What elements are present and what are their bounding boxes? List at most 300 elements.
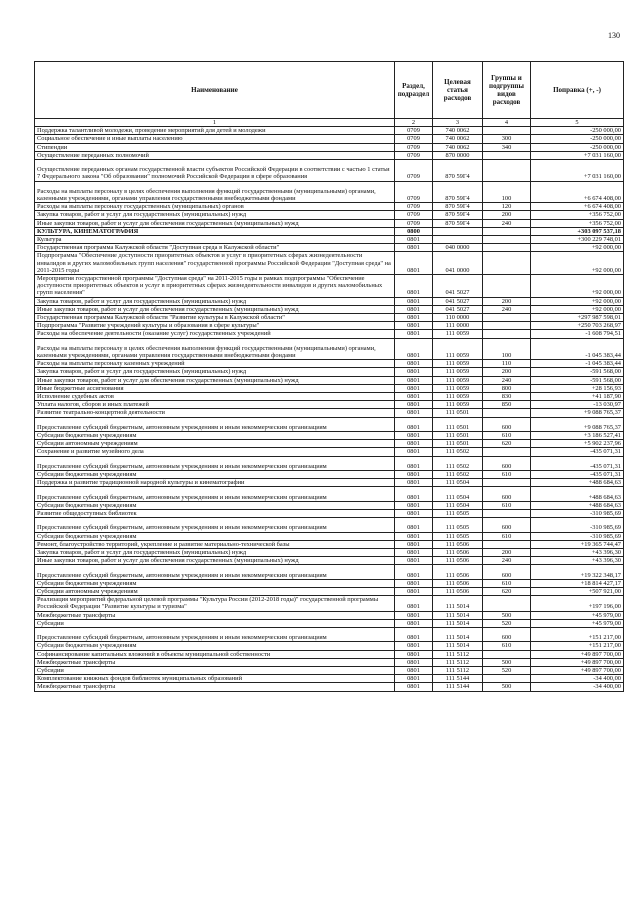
row-group — [483, 236, 531, 244]
row-name: Государственная программа Калужской области "Развитие культуры в Калужской области" — [35, 314, 395, 322]
row-section: 0801 — [395, 448, 433, 456]
row-name: Предоставление субсидий бюджетным, автономным учреждениям и иным некоммерческим организациям — [35, 417, 395, 431]
row-section: 0801 — [395, 244, 433, 252]
row-amount: -34 400,00 — [531, 675, 624, 683]
row-group — [483, 596, 531, 611]
row-article: 111 0501 — [433, 409, 483, 417]
table-row — [35, 314, 624, 322]
row-section: 0801 — [395, 330, 433, 338]
row-article: 110 0000 — [433, 314, 483, 322]
row-amount: +92 000,00 — [531, 305, 624, 313]
row-amount: +303 097 537,18 — [531, 227, 624, 235]
row-name: Уплата налогов, сборов и иных платежей — [35, 401, 395, 409]
row-group — [483, 510, 531, 518]
row-group: 240 — [483, 557, 531, 565]
table-row — [35, 588, 624, 596]
row-article: 870 0000 — [433, 151, 483, 159]
row-name: Иные закупки товаров, работ и услуг для обеспечения государственных (муниципальных) нужд — [35, 305, 395, 313]
header-section: Раздел, подраздел — [395, 62, 433, 119]
table-row — [35, 667, 624, 675]
row-amount: +507 921,00 — [531, 588, 624, 596]
row-article: 040 0000 — [433, 244, 483, 252]
row-section: 0801 — [395, 588, 433, 596]
row-name: Иные закупки товаров, работ и услуг для обеспечения государственных (муниципальных) нужд — [35, 219, 395, 227]
row-article: 111 0502 — [433, 456, 483, 470]
row-article: 041 0000 — [433, 252, 483, 275]
table-row — [35, 650, 624, 658]
row-group: 800 — [483, 384, 531, 392]
row-name: Межбюджетные трансферты — [35, 611, 395, 619]
row-name: Закупка товаров, работ и услуг для государственных (муниципальных) нужд — [35, 211, 395, 219]
row-article: 111 5014 — [433, 642, 483, 650]
table-row — [35, 160, 624, 182]
row-section: 0709 — [395, 181, 433, 203]
row-section: 0801 — [395, 658, 433, 666]
row-name: Субсидии бюджетным учреждениям — [35, 532, 395, 540]
row-group: 610 — [483, 471, 531, 479]
row-group: 610 — [483, 501, 531, 509]
table-row — [35, 501, 624, 509]
row-section: 0801 — [395, 540, 433, 548]
row-amount: +250 703 268,97 — [531, 322, 624, 330]
row-amount: -435 071,31 — [531, 448, 624, 456]
row-group: 610 — [483, 642, 531, 650]
row-article: 111 0506 — [433, 565, 483, 579]
page-number: 130 — [608, 31, 620, 40]
row-amount: -310 985,69 — [531, 510, 624, 518]
row-amount: +92 000,00 — [531, 244, 624, 252]
row-section: 0801 — [395, 650, 433, 658]
row-amount: +19 365 744,47 — [531, 540, 624, 548]
row-name: Расходы на выплаты персоналу казенных учреждений — [35, 360, 395, 368]
table-row — [35, 393, 624, 401]
row-article: 111 5112 — [433, 658, 483, 666]
row-name: Межбюджетные трансферты — [35, 658, 395, 666]
column-number: 3 — [433, 119, 483, 127]
row-amount: +9 088 765,37 — [531, 417, 624, 431]
row-section: 0709 — [395, 143, 433, 151]
row-article: 111 0059 — [433, 338, 483, 360]
table-row — [35, 549, 624, 557]
table-row — [35, 127, 624, 135]
row-name: Развитие общедоступных библиотек — [35, 510, 395, 518]
row-amount: +19 322 348,17 — [531, 565, 624, 579]
row-amount: +197 196,00 — [531, 596, 624, 611]
row-amount: +356 752,00 — [531, 211, 624, 219]
row-group: 620 — [483, 588, 531, 596]
row-article: 740 0062 — [433, 143, 483, 151]
row-section: 0801 — [395, 360, 433, 368]
row-section: 0801 — [395, 417, 433, 431]
row-amount: +49 897 700,00 — [531, 667, 624, 675]
row-amount: +92 000,00 — [531, 275, 624, 298]
row-section: 0801 — [395, 305, 433, 313]
row-group: 100 — [483, 181, 531, 203]
row-article: 111 5014 — [433, 596, 483, 611]
row-amount: +7 031 160,00 — [531, 151, 624, 159]
row-group: 520 — [483, 667, 531, 675]
row-section: 0801 — [395, 565, 433, 579]
row-name: Закупка товаров, работ и услуг для государственных (муниципальных) нужд — [35, 297, 395, 305]
row-section: 0801 — [395, 579, 433, 587]
row-article: 870 59Г4 — [433, 203, 483, 211]
row-name: Развитие театрально-концертной деятельности — [35, 409, 395, 417]
row-article: 111 0000 — [433, 322, 483, 330]
row-name: Софинансирование капитальных вложений в объекты муниципальной собственности — [35, 650, 395, 658]
row-section: 0801 — [395, 683, 433, 691]
row-group: 600 — [483, 565, 531, 579]
table-row — [35, 510, 624, 518]
row-section: 0801 — [395, 376, 433, 384]
table-row — [35, 181, 624, 203]
row-amount: +49 897 700,00 — [531, 650, 624, 658]
column-number-row — [35, 119, 624, 127]
row-article: 111 0504 — [433, 479, 483, 487]
row-article: 111 0504 — [433, 487, 483, 501]
row-amount: -310 985,69 — [531, 532, 624, 540]
row-name: Расходы на обеспечение деятельности (оказание услуг) государственных учреждений — [35, 330, 395, 338]
row-amount: +151 217,00 — [531, 628, 624, 642]
row-amount: +6 674 408,00 — [531, 203, 624, 211]
row-group: 200 — [483, 211, 531, 219]
row-amount: +43 396,30 — [531, 557, 624, 565]
row-name: Субсидии автономным учреждениям — [35, 440, 395, 448]
table-row — [35, 487, 624, 501]
row-section: 0801 — [395, 667, 433, 675]
row-amount: +488 684,63 — [531, 479, 624, 487]
row-amount: -250 000,00 — [531, 135, 624, 143]
row-name: КУЛЬТУРА, КИНЕМАТОГРАФИЯ — [35, 227, 395, 235]
row-amount: +5 902 237,96 — [531, 440, 624, 448]
row-group: 240 — [483, 376, 531, 384]
row-group — [483, 160, 531, 182]
row-name: Поддержка и развитие традиционной народной культуры и кинематографии — [35, 479, 395, 487]
table-row — [35, 532, 624, 540]
row-name: Межбюджетные трансферты — [35, 683, 395, 691]
row-article: 111 0504 — [433, 501, 483, 509]
row-group: 500 — [483, 683, 531, 691]
row-group — [483, 448, 531, 456]
row-section: 0801 — [395, 510, 433, 518]
row-section: 0709 — [395, 219, 433, 227]
row-group: 120 — [483, 203, 531, 211]
row-article: 041 5027 — [433, 305, 483, 313]
row-section: 0801 — [395, 628, 433, 642]
row-section: 0801 — [395, 236, 433, 244]
table-row — [35, 409, 624, 417]
table-row — [35, 596, 624, 611]
row-amount: +356 752,00 — [531, 219, 624, 227]
row-group — [483, 650, 531, 658]
row-article: 111 0502 — [433, 471, 483, 479]
row-amount: +45 979,00 — [531, 611, 624, 619]
row-amount: +488 684,63 — [531, 501, 624, 509]
row-section: 0801 — [395, 456, 433, 470]
row-article: 111 5014 — [433, 619, 483, 627]
table-row — [35, 642, 624, 650]
row-name: Мероприятия государственной программы "Доступная среда" на 2011-2015 годы в рамках подпрограммы "Обеспечение доступности приоритетных объектов и услуг в приоритетных сферах жизнедеятельности инвалидов и других маломобильных групп населения" — [35, 275, 395, 298]
row-amount: -13 030,97 — [531, 401, 624, 409]
table-row — [35, 611, 624, 619]
row-name: Субсидии бюджетным учреждениям — [35, 579, 395, 587]
row-section: 0709 — [395, 160, 433, 182]
row-section: 0801 — [395, 619, 433, 627]
row-section: 0709 — [395, 135, 433, 143]
row-article: 041 5027 — [433, 297, 483, 305]
row-amount: -250 000,00 — [531, 127, 624, 135]
table-row — [35, 565, 624, 579]
row-article — [433, 227, 483, 235]
row-article: 111 5144 — [433, 683, 483, 691]
row-section: 0709 — [395, 203, 433, 211]
row-article: 041 5027 — [433, 275, 483, 298]
row-section: 0801 — [395, 487, 433, 501]
row-amount: -1 608 794,51 — [531, 330, 624, 338]
row-name: Иные бюджетные ассигнования — [35, 384, 395, 392]
row-section: 0801 — [395, 252, 433, 275]
row-amount: -591 568,00 — [531, 376, 624, 384]
row-name: Культура — [35, 236, 395, 244]
row-article: 111 0505 — [433, 518, 483, 532]
row-article: 111 5014 — [433, 628, 483, 642]
row-amount: -1 045 383,44 — [531, 360, 624, 368]
table-row — [35, 143, 624, 151]
row-section: 0801 — [395, 479, 433, 487]
table-row — [35, 376, 624, 384]
table-row — [35, 275, 624, 298]
column-number: 1 — [35, 119, 395, 127]
row-group — [483, 330, 531, 338]
row-section: 0801 — [395, 675, 433, 683]
table-row — [35, 203, 624, 211]
row-group: 610 — [483, 532, 531, 540]
row-name: Субсидии бюджетным учреждениям — [35, 501, 395, 509]
header-name: Наименование — [35, 62, 395, 119]
row-article: 111 0505 — [433, 510, 483, 518]
table-row — [35, 305, 624, 313]
row-amount: +92 000,00 — [531, 297, 624, 305]
row-amount: -591 568,00 — [531, 368, 624, 376]
row-article: 111 0059 — [433, 393, 483, 401]
row-name: Предоставление субсидий бюджетным, автономным учреждениям и иным некоммерческим организациям — [35, 518, 395, 532]
table-row — [35, 322, 624, 330]
row-group — [483, 479, 531, 487]
row-section: 0800 — [395, 227, 433, 235]
row-amount: +92 000,00 — [531, 252, 624, 275]
row-section: 0801 — [395, 393, 433, 401]
table-body — [35, 127, 624, 691]
row-name: Реализация мероприятий федеральной целевой программы "Культура России (2012-2018 годы)" государственной программы Российской Федерации "Развитие культуры и туризма" — [35, 596, 395, 611]
table-row — [35, 151, 624, 159]
table-row — [35, 471, 624, 479]
table-row — [35, 219, 624, 227]
row-article: 740 0062 — [433, 127, 483, 135]
table-row — [35, 448, 624, 456]
table-row — [35, 658, 624, 666]
row-section: 0801 — [395, 501, 433, 509]
row-name: Субсидии бюджетным учреждениям — [35, 471, 395, 479]
row-group — [483, 314, 531, 322]
row-group — [483, 675, 531, 683]
row-group: 600 — [483, 628, 531, 642]
row-name: Комплектование книжных фондов библиотек муниципальных образований — [35, 675, 395, 683]
row-article: 111 0502 — [433, 448, 483, 456]
table-row — [35, 557, 624, 565]
row-name: Подпрограмма "Обеспечение доступности приоритетных объектов и услуг в приоритетных сферах жизнедеятельности инвалидов и других маломобильных групп населения" государственной программы Российской Федерации "Доступная среда" на 2011-2015 годы — [35, 252, 395, 275]
row-section: 0801 — [395, 297, 433, 305]
row-article: 111 0059 — [433, 360, 483, 368]
row-article: 111 5144 — [433, 675, 483, 683]
row-amount: +43 396,30 — [531, 549, 624, 557]
row-amount: +41 187,90 — [531, 393, 624, 401]
row-group — [483, 151, 531, 159]
row-amount: -250 000,00 — [531, 143, 624, 151]
column-number: 4 — [483, 119, 531, 127]
row-section: 0801 — [395, 611, 433, 619]
row-article: 111 0059 — [433, 330, 483, 338]
row-section: 0709 — [395, 211, 433, 219]
table-row — [35, 368, 624, 376]
row-article: 111 5112 — [433, 667, 483, 675]
row-section: 0801 — [395, 409, 433, 417]
row-group: 200 — [483, 549, 531, 557]
table-row — [35, 518, 624, 532]
table-row — [35, 401, 624, 409]
row-group: 610 — [483, 579, 531, 587]
row-section: 0801 — [395, 384, 433, 392]
row-group: 620 — [483, 440, 531, 448]
row-name: Стипендии — [35, 143, 395, 151]
row-section: 0801 — [395, 532, 433, 540]
row-group: 240 — [483, 219, 531, 227]
row-article: 111 0059 — [433, 384, 483, 392]
row-amount: +45 979,00 — [531, 619, 624, 627]
row-name: Расходы на выплаты персоналу в целях обеспечения выполнения функций государственными (муниципальными) органами, казенными учреждениями, органами управления государственными внебюджетными фондами — [35, 181, 395, 203]
header-group: Группы и подгруппы видов расходов — [483, 62, 531, 119]
row-amount: +49 897 700,00 — [531, 658, 624, 666]
row-section: 0801 — [395, 440, 433, 448]
row-name: Закупка товаров, работ и услуг для государственных (муниципальных) нужд — [35, 549, 395, 557]
row-article: 111 0059 — [433, 368, 483, 376]
row-article: 870 59Г4 — [433, 181, 483, 203]
row-section: 0709 — [395, 127, 433, 135]
row-group: 340 — [483, 143, 531, 151]
row-section: 0801 — [395, 642, 433, 650]
row-article: 111 0059 — [433, 376, 483, 384]
row-article: 870 59Г4 — [433, 219, 483, 227]
row-article: 870 59Г4 — [433, 160, 483, 182]
row-group: 110 — [483, 360, 531, 368]
table-row — [35, 236, 624, 244]
header-article: Целевая статья расходов — [433, 62, 483, 119]
table-row — [35, 338, 624, 360]
row-name: Расходы на выплаты персоналу в целях обеспечения выполнения функций государственными (муниципальными) органами, казенными учреждениями, органами управления государственными внебюджетными фондами — [35, 338, 395, 360]
row-article: 870 59Г4 — [433, 211, 483, 219]
row-amount: +9 088 765,37 — [531, 409, 624, 417]
row-name: Субсидии — [35, 619, 395, 627]
row-name: Государственная программа Калужской области "Доступная среда в Калужской области" — [35, 244, 395, 252]
header-amount: Поправка (+, -) — [531, 62, 624, 119]
row-amount: -435 071,31 — [531, 456, 624, 470]
row-section: 0801 — [395, 401, 433, 409]
row-name: Иные закупки товаров, работ и услуг для обеспечения государственных (муниципальных) нужд — [35, 376, 395, 384]
row-group — [483, 409, 531, 417]
row-amount: +3 186 527,41 — [531, 432, 624, 440]
row-section: 0801 — [395, 432, 433, 440]
row-amount: +18 814 427,17 — [531, 579, 624, 587]
row-amount: +297 987 598,01 — [531, 314, 624, 322]
row-name: Сохранение и развитие музейного дела — [35, 448, 395, 456]
row-article: 740 0062 — [433, 135, 483, 143]
row-group: 600 — [483, 417, 531, 431]
row-section: 0801 — [395, 518, 433, 532]
row-amount: +300 229 748,01 — [531, 236, 624, 244]
row-amount: +7 031 160,00 — [531, 160, 624, 182]
row-amount: -1 045 383,44 — [531, 338, 624, 360]
row-section: 0801 — [395, 471, 433, 479]
table-row — [35, 227, 624, 235]
table-row — [35, 330, 624, 338]
row-name: Субсидии бюджетным учреждениям — [35, 432, 395, 440]
row-name: Предоставление субсидий бюджетным, автономным учреждениям и иным некоммерческим организациям — [35, 628, 395, 642]
row-name: Подпрограмма "Развитие учреждений культуры и образования в сфере культуры" — [35, 322, 395, 330]
row-group: 610 — [483, 432, 531, 440]
row-group — [483, 540, 531, 548]
row-name: Исполнение судебных актов — [35, 393, 395, 401]
row-group: 200 — [483, 368, 531, 376]
row-name: Иные закупки товаров, работ и услуг для обеспечения государственных (муниципальных) нужд — [35, 557, 395, 565]
table-row — [35, 540, 624, 548]
column-number: 5 — [531, 119, 624, 127]
row-name: Закупка товаров, работ и услуг для государственных (муниципальных) нужд — [35, 368, 395, 376]
row-article: 111 0506 — [433, 588, 483, 596]
table-row — [35, 360, 624, 368]
row-name: Субсидии автономным учреждениям — [35, 588, 395, 596]
row-section: 0801 — [395, 368, 433, 376]
row-group: 850 — [483, 401, 531, 409]
row-amount: +6 674 408,00 — [531, 181, 624, 203]
table-row — [35, 440, 624, 448]
row-group: 520 — [483, 619, 531, 627]
row-group: 100 — [483, 338, 531, 360]
row-section: 0801 — [395, 322, 433, 330]
row-name: Ремонт, благоустройство территорий, укрепление и развитие материально-технической базы — [35, 540, 395, 548]
row-section: 0801 — [395, 549, 433, 557]
table-row — [35, 628, 624, 642]
row-article: 111 0501 — [433, 440, 483, 448]
row-group: 240 — [483, 305, 531, 313]
row-amount: +28 156,93 — [531, 384, 624, 392]
row-section: 0801 — [395, 314, 433, 322]
row-article: 111 5112 — [433, 650, 483, 658]
table-row — [35, 252, 624, 275]
row-name: Социальное обеспечение и иные выплаты населению — [35, 135, 395, 143]
row-name: Осуществление переданных органам государственной власти субъектов Российской Федерации в соответствии с частью 1 статьи 7 Федерального закона "Об образовании" полномочий Российской Федерации в сфере образования — [35, 160, 395, 182]
row-section: 0801 — [395, 275, 433, 298]
table-row — [35, 479, 624, 487]
row-name: Расходы на выплаты персоналу государственных (муниципальных) органов — [35, 203, 395, 211]
row-group — [483, 244, 531, 252]
table-row — [35, 297, 624, 305]
row-group: 500 — [483, 611, 531, 619]
row-amount: -435 071,31 — [531, 471, 624, 479]
table-row — [35, 211, 624, 219]
row-section: 0801 — [395, 557, 433, 565]
row-group — [483, 275, 531, 298]
row-amount: +488 684,63 — [531, 487, 624, 501]
row-name: Субсидии — [35, 667, 395, 675]
row-group — [483, 322, 531, 330]
